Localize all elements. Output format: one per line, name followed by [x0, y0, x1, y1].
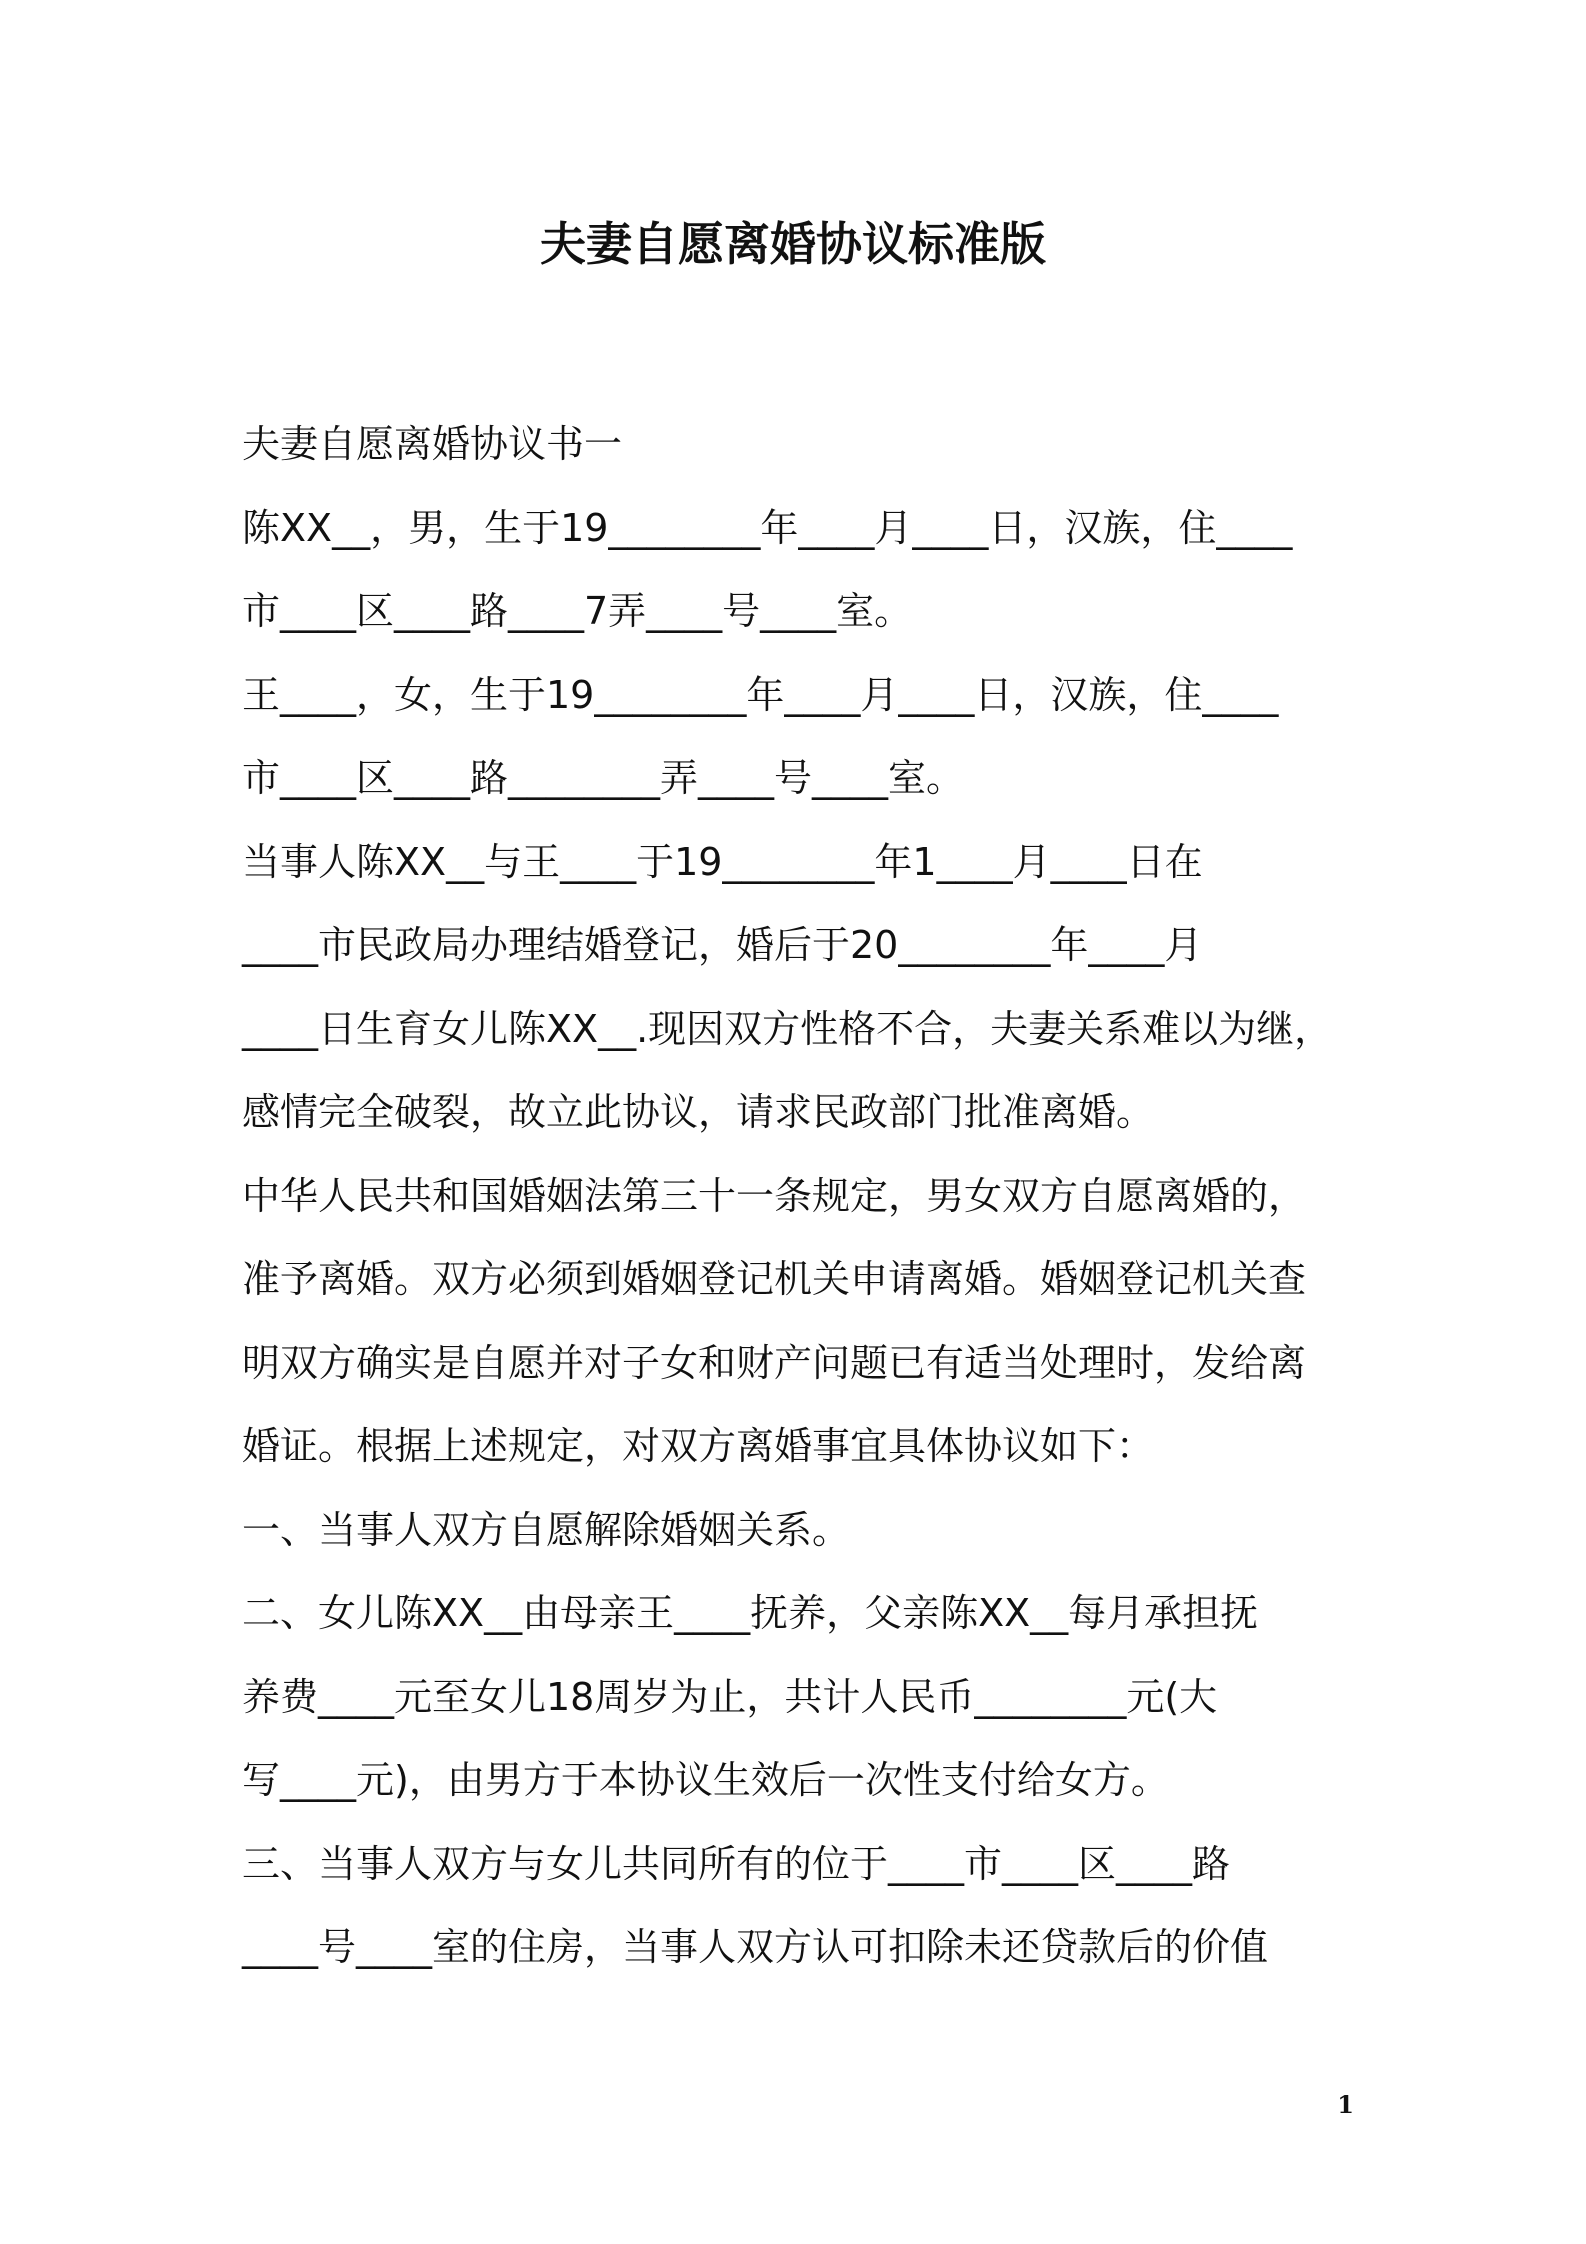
text-line: 夫妻自愿离婚协议书一 — [242, 422, 623, 466]
text-line: 中华人民共和国婚姻法第三十一条规定，男女双方自愿离婚的， — [242, 1173, 1307, 1218]
text-line: 准予离婚。双方必须到婚姻登记机关申请离婚。婚姻登记机关查 — [242, 1257, 1307, 1301]
text-line: 明双方确实是自愿并对子女和财产问题已有适当处理时，发给离 — [242, 1340, 1307, 1385]
text-line: 当事人陈XX__与王____于19________年1____月____日在 — [242, 839, 1203, 884]
document-title: 夫妻自愿离婚协议标准版 — [540, 217, 1046, 271]
text-line: 写____元)，由男方于本协议生效后一次性支付给女方。 — [242, 1758, 1169, 1802]
document-body — [242, 403, 1372, 1990]
text-line: ____市民政局办理结婚登记，婚后于20________年____月 — [242, 923, 1203, 967]
text-line: ____日生育女儿陈XX__.现因双方性格不合，夫妻关系难以为继， — [242, 1006, 1333, 1051]
text-line: 一、当事人双方自愿解除婚姻关系。 — [242, 1507, 851, 1552]
text-line: 养费____元至女儿18周岁为止，共计人民币________元(大 — [242, 1674, 1218, 1719]
text-line: 王____，女，生于19________年____月____日，汉族，住____ — [242, 672, 1279, 717]
page-number: 1 — [1337, 2090, 1354, 2119]
text-line: ____号____室的住房，当事人双方认可扣除未还贷款后的价值 — [242, 1925, 1269, 1969]
text-line: 三、当事人双方与女儿共同所有的位于____市____区____路 — [242, 1841, 1231, 1886]
text-line: 陈XX__，男，生于19________年____月____日，汉族，住____ — [242, 505, 1293, 550]
text-line: 二、女儿陈XX__由母亲王____抚养，父亲陈XX__每月承担抚 — [242, 1591, 1259, 1635]
text-line: 市____区____路________弄____号____室。 — [242, 756, 965, 800]
text-line: 市____区____路____7弄____号____室。 — [242, 589, 913, 633]
text-line: 感情完全破裂，故立此协议，请求民政部门批准离婚。 — [242, 1090, 1155, 1134]
text-line: 婚证。根据上述规定，对双方离婚事宜具体协议如下： — [242, 1424, 1155, 1468]
